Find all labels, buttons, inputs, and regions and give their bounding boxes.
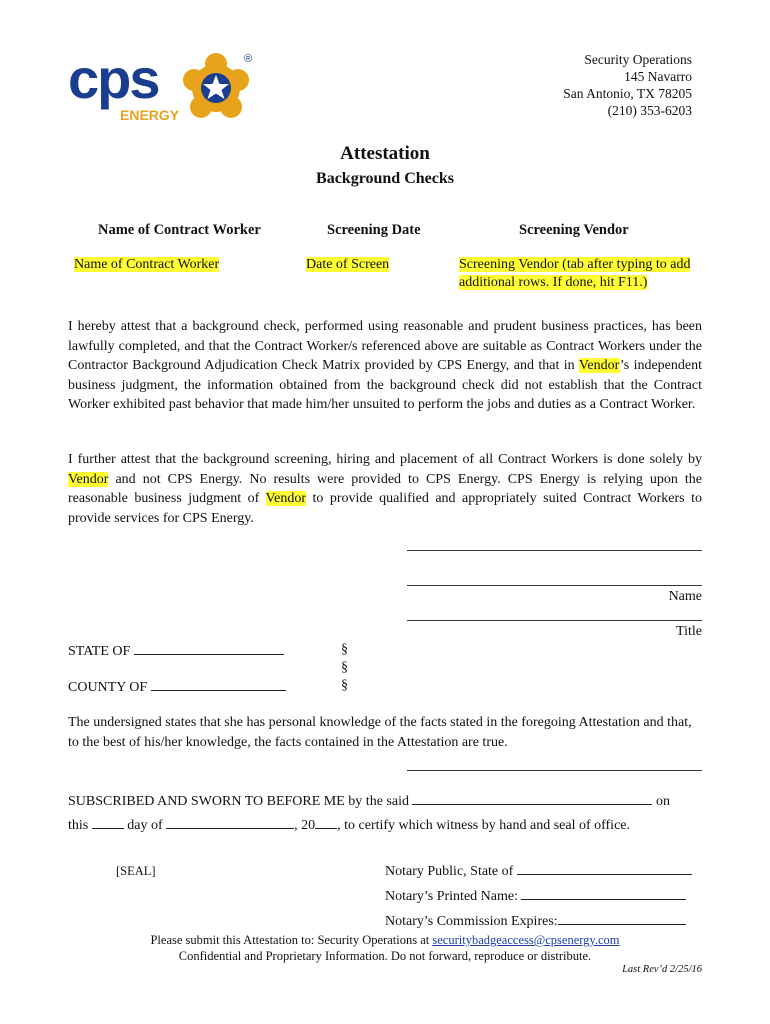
sworn-rest: , to certify which witness by hand and seal of office. [337, 818, 631, 833]
section-symbol-1: § [341, 642, 348, 657]
signature-line[interactable] [407, 550, 702, 551]
county-of-label: COUNTY OF [68, 680, 148, 695]
revision-date: Last Rev’d 2/25/16 [622, 964, 702, 975]
para1-text-before: I hereby attest that a background check, performed using reasonable and prudent business practices, has been lawfully completed, and that the Contract Worker/s referenced above are suitable as Contract Workers under the Contractor Background Adjudication Check Matrix provided by CPS Energy, and that in [68, 319, 702, 373]
confidentiality-note: Confidential and Proprietary Information. Do not forward, reproduce or distribute. [178, 949, 592, 963]
notary-signature-line[interactable] [407, 770, 702, 771]
submission-note [0, 933, 770, 948]
sworn-line-1 [68, 792, 670, 810]
section-symbol-3: § [341, 678, 348, 693]
year-field[interactable] [315, 816, 337, 829]
sworn-year: , 20 [294, 818, 316, 833]
address-line-1: Security Operations [584, 52, 692, 67]
section-symbol-2: § [341, 660, 348, 675]
registered-mark: ® [244, 53, 253, 65]
para1-text-after: ’s independent business judgment, the information obtained from the background check did not establish that the Contract Worker exhibited past behavior that made him/her unsuited to perform the jobs and duties as a Contract Worker. [68, 358, 702, 412]
vendor-field-1[interactable]: Vendor [578, 358, 620, 373]
notary-state-label: Notary Public, State of [385, 864, 514, 879]
notary-printed-name-field[interactable] [521, 887, 686, 900]
address-line-2: 145 Navarro [624, 69, 692, 84]
cps-energy-logo-graphic [68, 50, 258, 125]
seal-placeholder: [SEAL] [116, 864, 156, 878]
cps-energy-logo [68, 50, 258, 125]
state-of-row [68, 642, 284, 660]
sworn-suffix: on [655, 794, 670, 809]
attestation-paragraph-1 [68, 317, 702, 415]
county-field[interactable] [151, 678, 286, 691]
para2-part-1: I further attest that the background screening, hiring and placement of all Contract Workers is done solely by [68, 452, 702, 467]
header-screening-date: Screening Date [327, 222, 421, 238]
sworn-prefix: SUBSCRIBED AND SWORN TO BEFORE ME by the said [68, 794, 409, 809]
submission-text: Please submit this Attestation to: Security Operations at [150, 933, 430, 947]
day-field[interactable] [92, 816, 124, 829]
screening-date-value: Date of Screen [306, 257, 390, 272]
name-label: Name [668, 589, 702, 604]
header-screening-vendor: Screening Vendor [519, 222, 629, 238]
attestation-paragraph-2 [68, 450, 702, 528]
screening-date-field[interactable] [306, 256, 389, 274]
title-label: Title [676, 624, 702, 639]
sworn-this: this [68, 818, 89, 833]
screening-vendor-field[interactable] [459, 256, 699, 292]
knowledge-statement: The undersigned states that she has personal knowledge of the facts stated in the foregoing Attestation and that, to the best of his/her knowledge, the facts contained in the Attestation are true. [68, 715, 692, 750]
name-line[interactable] [407, 585, 702, 586]
submission-email-link[interactable]: securitybadgeaccess@cpsenergy.com [432, 933, 620, 947]
sender-address [563, 51, 692, 119]
sworn-line-2 [68, 816, 630, 834]
month-field[interactable] [166, 816, 294, 829]
sworn-name-field[interactable] [412, 792, 652, 805]
vendor-field-3[interactable]: Vendor [265, 491, 306, 506]
state-of-label: STATE OF [68, 644, 131, 659]
document-subtitle: Background Checks [316, 170, 454, 187]
flower-star-icon [183, 53, 249, 118]
logo-subtext: ENERGY [120, 107, 180, 123]
notary-commission-label: Notary’s Commission Expires: [385, 914, 558, 929]
sworn-day-of: day of [127, 818, 163, 833]
header-contract-worker: Name of Contract Worker [98, 222, 261, 238]
para2-part-2: and not CPS Energy. No results were provided to CPS Energy. CPS Energy is relying upon the reasonable business judgment of [68, 471, 702, 506]
vendor-field-2[interactable]: Vendor [68, 471, 109, 487]
state-field[interactable] [134, 642, 284, 655]
notary-commission-row [385, 912, 686, 930]
document-title: Attestation [340, 143, 430, 164]
address-line-4: (210) 353-6203 [607, 103, 692, 118]
notary-printed-name-row [385, 887, 686, 905]
notary-printed-name-label: Notary’s Printed Name: [385, 889, 518, 904]
screening-vendor-value: Screening Vendor (tab after typing to add additional rows. If done, hit F11.) [459, 257, 691, 290]
notary-state-row [385, 862, 692, 880]
logo-wordmark: cps [68, 50, 159, 110]
address-line-3: San Antonio, TX 78205 [563, 86, 692, 101]
contract-worker-field[interactable] [74, 256, 219, 274]
contract-worker-value: Name of Contract Worker [74, 257, 220, 272]
notary-state-field[interactable] [517, 862, 692, 875]
notary-commission-field[interactable] [558, 912, 686, 925]
title-line[interactable] [407, 620, 702, 621]
para2-part-3: to provide qualified and appropriately suited Contract Workers to provide services for CPS Energy. [68, 491, 702, 526]
county-of-row [68, 678, 286, 696]
